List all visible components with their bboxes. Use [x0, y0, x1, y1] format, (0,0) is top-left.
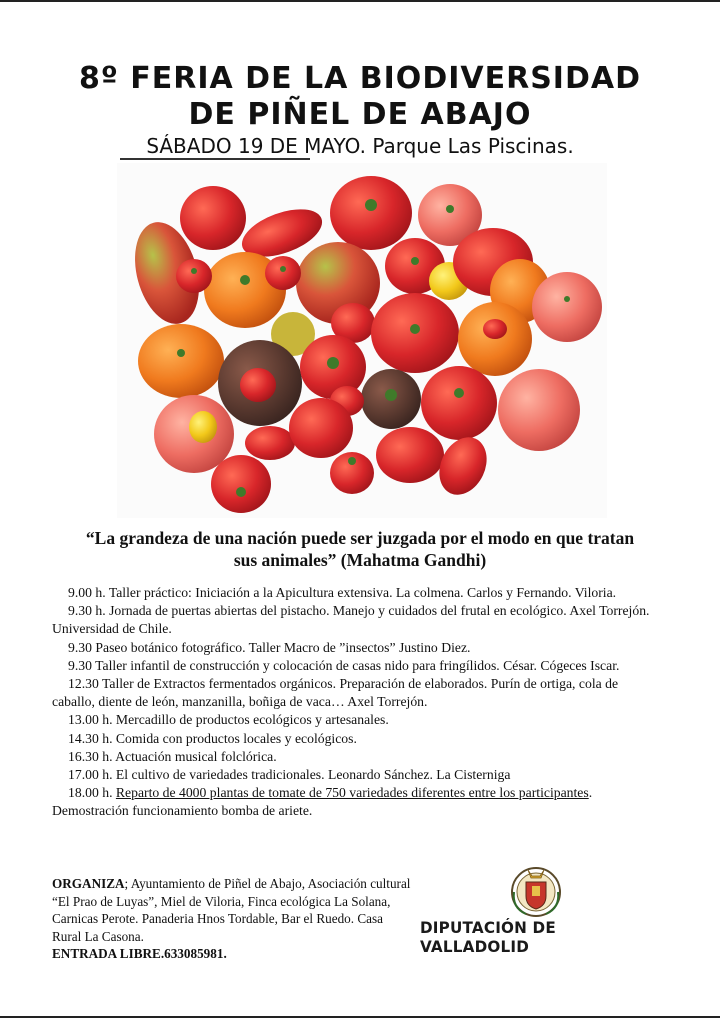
- schedule-item: 13.00 h. Mercadillo de productos ecológicos y artesanales.: [68, 712, 389, 728]
- poster-title-line-2: DE PIÑEL DE ABAJO: [188, 97, 532, 132]
- coat-of-arms-icon: [508, 862, 564, 920]
- organizers-block: [52, 875, 412, 963]
- entrada-libre: ENTRADA LIBRE.633085981.: [52, 946, 227, 962]
- poster-title-line-1: 8º FERIA DE LA BIODIVERSIDAD: [79, 61, 641, 96]
- last-item-rest: . Demostración funcionamiento bomba de ariete.: [52, 785, 593, 819]
- plant-distribution-text: Reparto de 4000 plantas de tomate de 750 variedades diferentes entre los participantes: [115, 785, 589, 801]
- schedule-item: 16.30 h. Actuación musical folclórica.: [68, 748, 277, 764]
- schedule-item: 12.30 Taller de Extractos fermentados orgánicos. Preparación de elaborados. Purín de ortiga, cola de caballo, diente de león, manzanilla, boñiga de vaca… Axel Torrejón.: [52, 676, 619, 710]
- top-border: [0, 0, 720, 2]
- schedule-item-last: [52, 784, 652, 820]
- subtitle-text: SÁBADO 19 DE MAYO. Parque Las Piscinas.: [146, 134, 574, 158]
- last-item-time: 18.00 h.: [68, 785, 113, 801]
- organizers-text: ; Ayuntamiento de Piñel de Abajo, Asociación cultural “El Prao de Luyas”, Miel de Viloria, Finca ecológica La Solana, Carnicas Perote. Panaderia Hnos Tordable, Bar el Ruedo. Casa Rural La Casona.: [52, 876, 411, 944]
- schedule-item: 17.00 h. El cultivo de variedades tradicionales. Leonardo Sánchez. La Cisterniga: [68, 767, 511, 783]
- schedule-item: 9.30 Paseo botánico fotográfico. Taller Macro de ”insectos” Justino Diez.: [68, 639, 471, 655]
- bottom-border: [0, 1016, 720, 1018]
- event-date-location: [0, 134, 720, 158]
- quote-line-1: “La grandeza de una nación puede ser juzgada por el modo en que tratan: [85, 528, 635, 548]
- gandhi-quote: [40, 527, 680, 571]
- subtitle-underline: [120, 158, 310, 160]
- schedule-item: 9.30 h. Jornada de puertas abiertas del pistacho. Manejo y cuidados del frutal en ecológico. Axel Torrejón. Universidad de Chile.: [52, 603, 650, 637]
- tomatoes-photo: [117, 163, 607, 518]
- schedule-item: 9.00 h. Taller práctico: Iniciación a la Apicultura extensiva. La colmena. Carlos y Fernando. Viloria.: [68, 585, 617, 600]
- event-schedule: [52, 584, 652, 821]
- schedule-item: 14.30 h. Comida con productos locales y ecológicos.: [68, 730, 357, 746]
- diputacion-logo-text: DIPUTACIÓN DE VALLADOLID: [420, 918, 556, 956]
- organiza-label: ORGANIZA: [52, 876, 125, 891]
- quote-line-2: sus animales” (Mahatma Gandhi): [233, 550, 487, 570]
- schedule-item: 9.30 Taller infantil de construcción y colocación de casas nido para fringílidos. César. Cógeces Iscar.: [68, 657, 620, 673]
